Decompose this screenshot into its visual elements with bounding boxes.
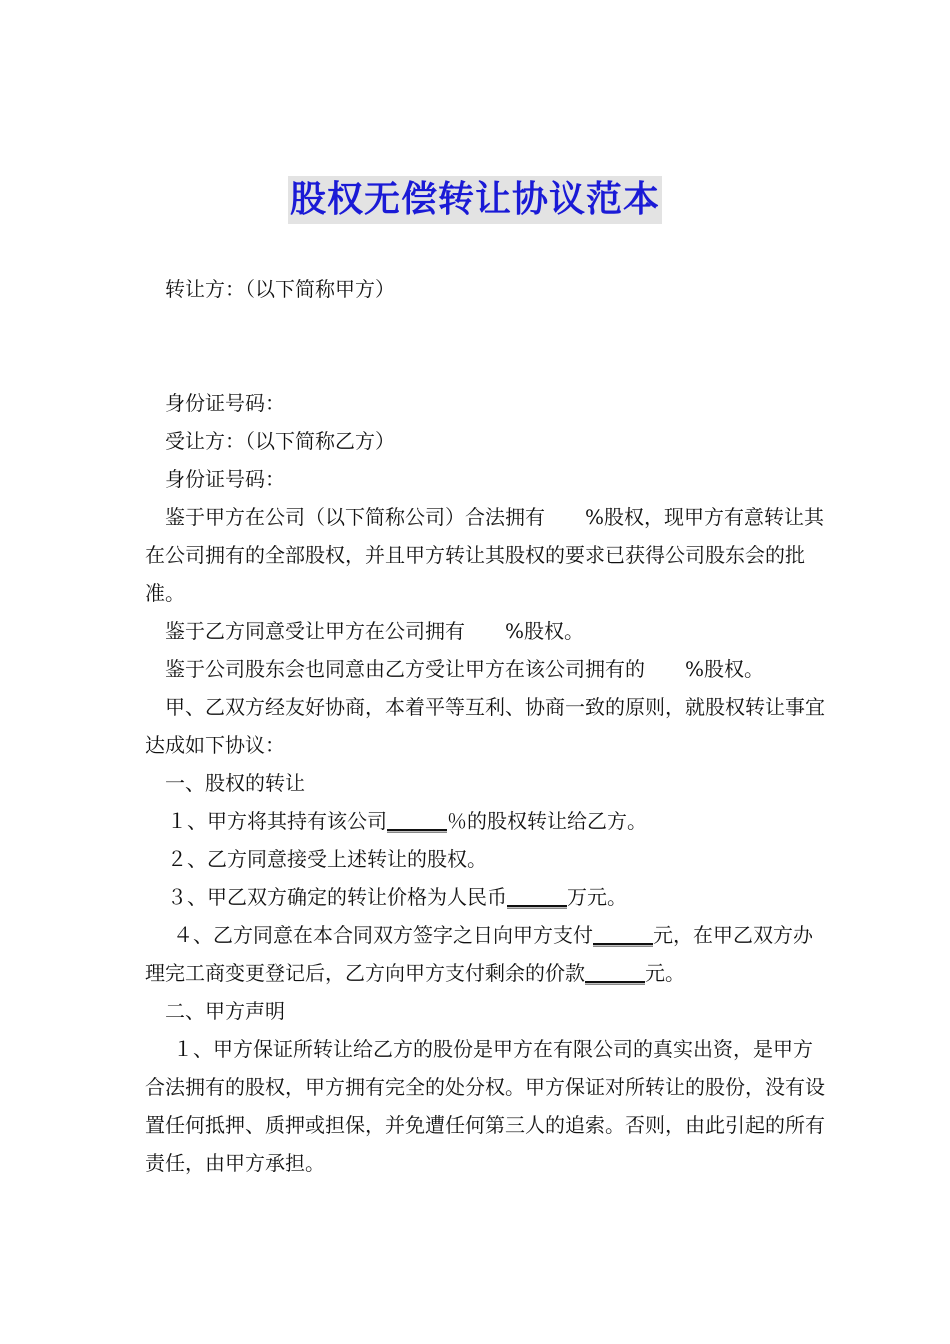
clause-text: 元。 [645,961,685,985]
blank-field: ______ [387,809,447,833]
title-container [0,176,950,224]
clause-text: １、甲方将其持有该公司 [167,809,387,833]
paragraph-recital-3: 鉴于公司股东会也同意由乙方受让甲方在该公司拥有的 %股权。 [165,657,765,681]
clause-text: ３、甲乙双方确定的转让价格为人民币 [167,885,507,909]
section-heading-1: 一、股权的转让 [165,771,305,795]
paragraph-transferor: 转让方：（以下简称甲方） [165,277,395,301]
clause-1-1 [145,802,825,840]
section-heading-2: 二、甲方声明 [165,999,285,1023]
blank-gap [145,308,825,384]
clause-text: ４、乙方同意在本合同双方签字之日向甲方支付 [173,923,593,947]
paragraph-recital-2: 鉴于乙方同意受让甲方在公司拥有 %股权。 [165,619,585,643]
paragraph-transferee: 受让方：（以下简称乙方） [165,429,395,453]
clause-text: 万元。 [567,885,627,909]
blank-field: ______ [585,961,645,985]
clause-text: 元，在甲乙双方办理完工商变更登记后，乙方向甲方支付剩余的价款 [145,923,813,985]
clause-1-4 [145,916,825,992]
blank-field: ______ [507,885,567,909]
clause-1-2: ２、乙方同意接受上述转让的股权。 [167,847,487,871]
paragraph-recital-1: 鉴于甲方在公司（以下简称公司）合法拥有 %股权，现甲方有意转让其在公司拥有的全部股权，并且甲方转让其股权的要求已获得公司股东会的批准。 [145,505,825,605]
paragraph-id-number-a: 身份证号码： [165,391,285,415]
paragraph-id-number-b: 身份证号码： [165,467,285,491]
document-body [145,270,825,1182]
clause-text: ％的股权转让给乙方。 [447,809,647,833]
blank-field: ______ [593,923,653,947]
clause-1-3 [145,878,825,916]
document-title: 股权无偿转让协议范本 [288,176,662,224]
clause-2-1: １、甲方保证所转让给乙方的股份是甲方在有限公司的真实出资，是甲方合法拥有的股权，甲方拥有完全的处分权。甲方保证对所转让的股份，没有设置任何抵押、质押或担保，并免遭任何第三人的追索。否则，由此引起的所有责任，由甲方承担。 [145,1037,825,1175]
paragraph-agreement-intro: 甲、乙双方经友好协商，本着平等互利、协商一致的原则，就股权转让事宜达成如下协议： [145,695,825,757]
